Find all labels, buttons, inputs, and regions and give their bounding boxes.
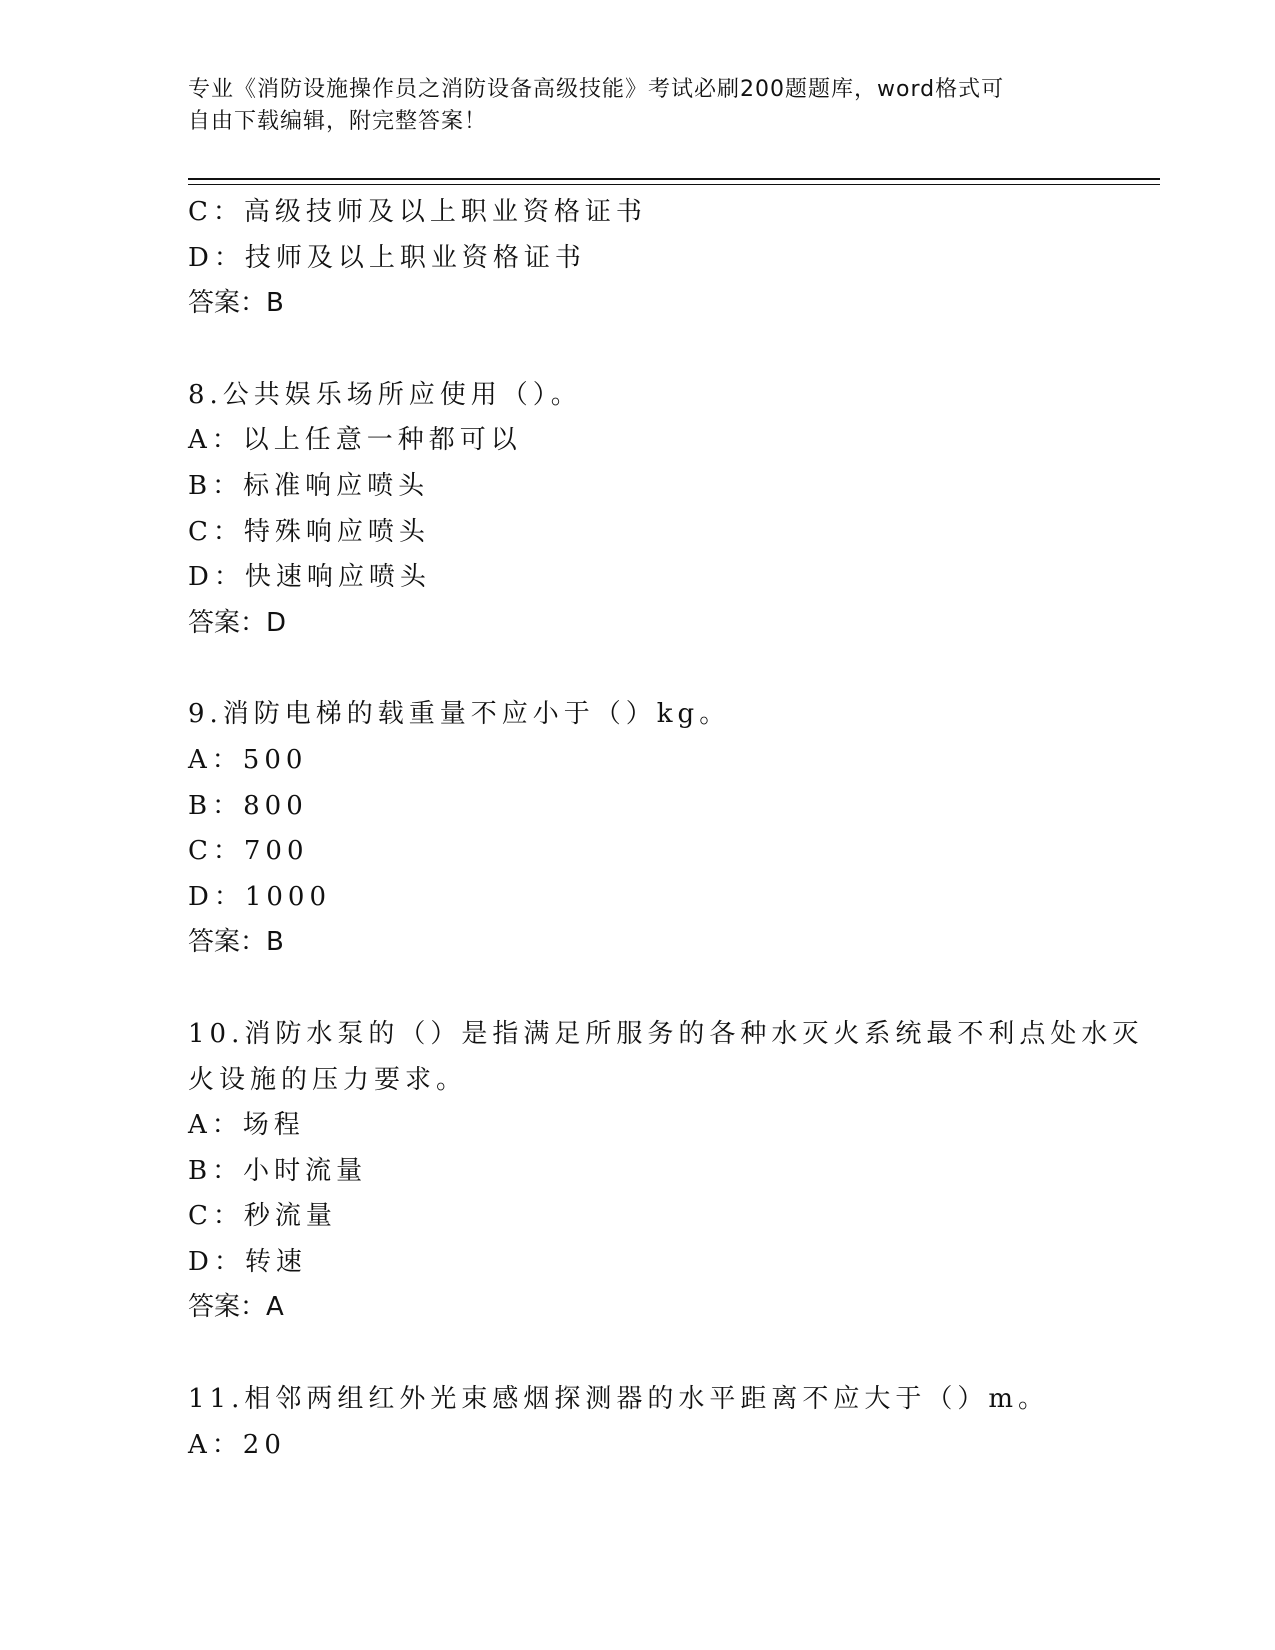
question-title: 8.公共娱乐场所应使用（）。: [188, 379, 582, 410]
option-c: C：特殊响应喷头: [188, 516, 430, 547]
answer-label: 答案：A: [188, 1292, 284, 1323]
option-b: B：800: [188, 790, 308, 821]
document-header: [188, 74, 1088, 138]
option-a: A：20: [188, 1429, 286, 1460]
answer-label: 答案：B: [188, 288, 284, 319]
option-c: C：700: [188, 836, 309, 867]
header-line-1: 专业《消防设施操作员之消防设备高级技能》考试必刷200题题库，word格式可: [188, 77, 1005, 102]
option-b: B：小时流量: [188, 1155, 368, 1186]
option-d: D：转速: [188, 1246, 307, 1277]
option-c: C：高级技师及以上职业资格证书: [188, 197, 647, 227]
question-title-line-1: 10.消防水泵的（）是指满足所服务的各种水灭火系统最不利点处水灭: [188, 1018, 1144, 1049]
header-divider-thick: [188, 178, 1160, 180]
answer-label: 答案：D: [188, 607, 287, 638]
question-title: 9.消防电梯的载重量不应小于（）kg。: [188, 699, 731, 730]
question-title: 11.相邻两组红外光束感烟探测器的水平距离不应大于（）m。: [188, 1384, 1050, 1415]
header-divider-thin: [188, 184, 1160, 185]
question-11: [188, 1377, 1128, 1468]
question-9: [188, 692, 1128, 966]
option-a: A：500: [188, 744, 308, 775]
option-a: A：场程: [188, 1110, 305, 1141]
option-d: D：技师及以上职业资格证书: [188, 242, 586, 273]
header-line-2: 自由下载编辑，附完整答案！: [188, 109, 488, 134]
question-title-line-2: 火设施的压力要求。: [188, 1064, 468, 1095]
option-d: D：快速响应喷头: [188, 562, 431, 593]
option-d: D：1000: [188, 881, 332, 912]
option-c: C：秒流量: [188, 1201, 337, 1232]
question-8: [188, 373, 1128, 647]
option-a: A：以上任意一种都可以: [188, 425, 522, 456]
question-fragment: [188, 190, 1128, 327]
answer-label: 答案：B: [188, 927, 284, 958]
question-list: [188, 190, 1144, 1468]
option-b: B：标准响应喷头: [188, 470, 430, 501]
question-10: [188, 1012, 1144, 1331]
